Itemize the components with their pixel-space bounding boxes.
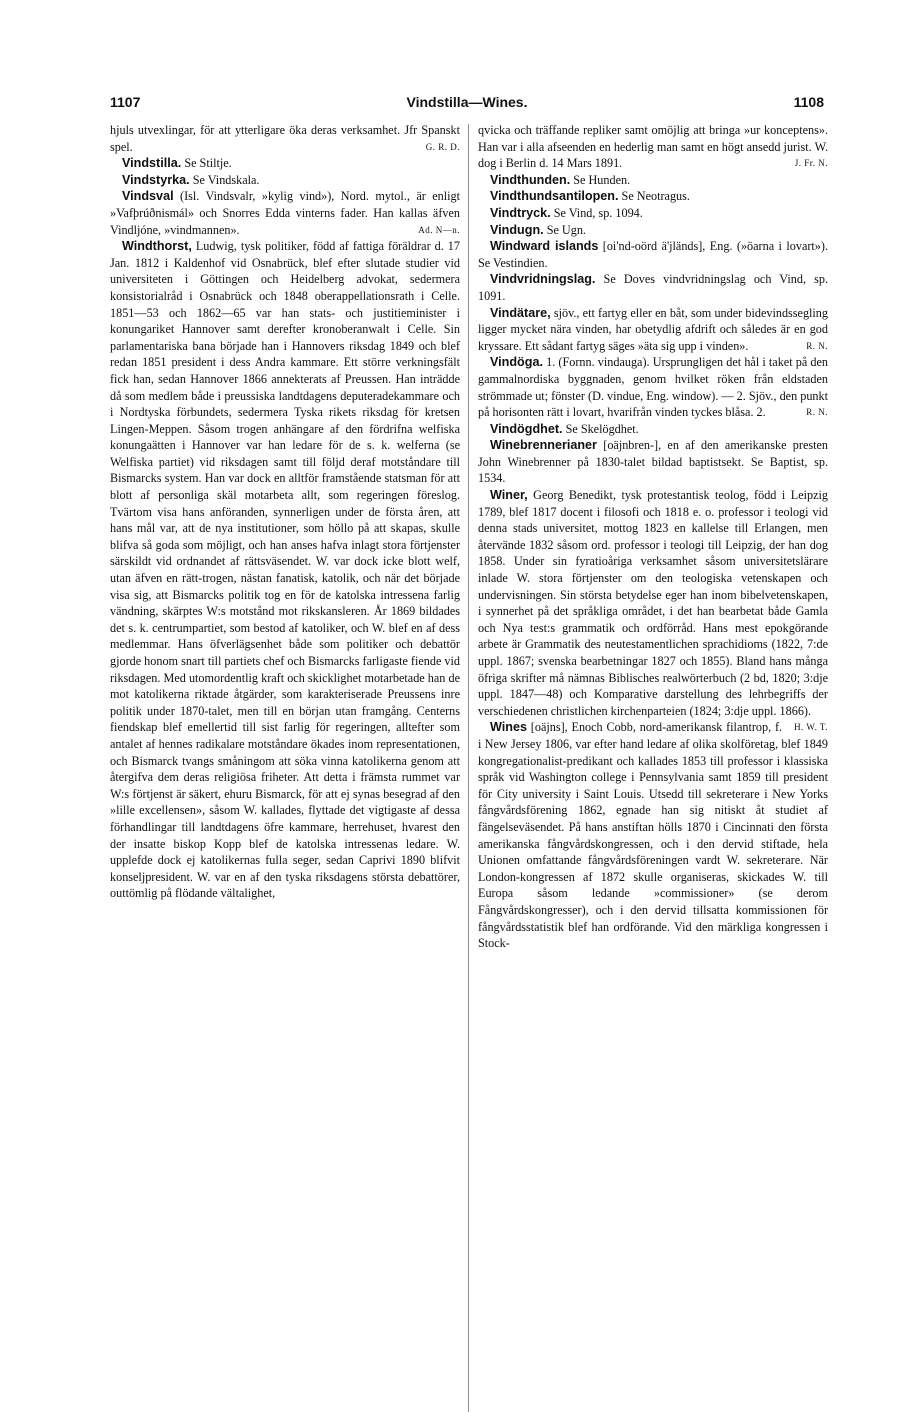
entry-headword: Vindsval — [122, 189, 174, 204]
entry-headword: Winer, — [490, 488, 528, 503]
left-column — [110, 122, 460, 902]
entry — [110, 188, 460, 238]
entry — [478, 205, 828, 222]
author-signature: R. N. — [806, 340, 828, 351]
entry — [478, 238, 828, 271]
entry-headword: Windthorst, — [122, 239, 192, 254]
entry-headword: Vindöga. — [490, 355, 543, 370]
entry — [478, 188, 828, 205]
entry-text: [oi'nd-oörd ä'jländs], Eng. (»öarna i lovart»). Se Vestindien. — [478, 239, 828, 270]
entry-text: [oäjnbren-], en af den amerikanske presten John Winebrenner på 1830-talet bildad baptistsekt. Se Baptist, sp. 1534. — [478, 438, 828, 486]
entry — [478, 271, 828, 304]
entry — [110, 155, 460, 172]
entry — [110, 238, 460, 902]
entry-text: sjöv., ett fartyg eller en båt, som under bidevindssegling ligger mycket nära vinden, har obetydlig afdrift och således är en god kryssare. Ett sådant fartyg säges »äta sig upp i vinden». — [478, 305, 828, 353]
author-signature: H. W. T. — [794, 722, 828, 733]
entry-headword: Vindthundsantilopen. — [490, 189, 619, 204]
entry-text: Se Vindskala. — [189, 172, 260, 187]
entry-text: Georg Benedikt, tysk protestantisk teolog, född i Leipzig 1789, blef 1817 docent i filosofi och 1818 e. o. professor i teologi vid denna stads universitet, mottog 1823 en kallelse till Erlangen, men återvände 1832 såsom ord. professor i teologi till Leipzig, der han dog 1858. Under sin fyratioåriga verksamhet såsom universitetslärare inlade W. stora förtjenster om den teologiska vetenskapen och undervisningen. Sin största betydelse eger han inom bibelvetenskapen, i synnerhet på det språkliga området, i det han bearbetat både Gamla och Nya test:s grammatik och ordförråd. Hans mest epokgörande arbete är Grammatik des neutestamentlichen sprachidioms (1822, 7:de uppl. 1867; svenska bearbetningar 1827 och 1855). Bland hans många öfriga skrifter må nämnas Biblisches realwörterbuch (2 bd, 1820; 3:dje uppl. 1847—48) och Komparative darstellung des lehrbegriffs der verschiedenen christlichen kirchenparteien (1824; 3:dje uppl. 1866). — [478, 488, 828, 718]
entry-text: Se Hunden. — [570, 172, 631, 187]
entry-headword: Vindstilla. — [122, 156, 182, 171]
entry-headword: Vindvridningslag. — [490, 272, 596, 287]
entry-text: Se Stiltje. — [181, 156, 232, 171]
entry-headword: Vindstyrka. — [122, 172, 190, 187]
entry-text: [oäjns], Enoch Cobb, nord-amerikansk filantrop, f. i New Jersey 1806, var efter hand ledare af olika skolföretag, blef 1849 kongregationalist-predikant och kallades 1853 till professor i klassiska språk vid Washington college i Pennsylvania samt 1859 till president för City university i Saint Louis. Utsedd till sekreterare i New Yorks fångvårdsförening 1862, egnade han sig nitiskt åt studiet af fängelseväsendet. På hans anstiftan hölls 1870 i Cincinnati den första amerikanska fångvårdskongressen, och i den dervid stiftade, hela Unionen omfattande fångvårdsföreningen vardt W. sekreterare. När London-kongressen af 1872 skulle organiseras, skickades W. till Europa såsom ledande »commissioner» (se derom Fångvårdskongresser), och i den dervid tillsatta kommissionen för fångvårdsstatistik blef han ordförande. Vid den märkliga kongressen i Stock- — [478, 720, 828, 951]
entry-headword: Windward islands — [490, 239, 599, 254]
entry-headword: Winebrennerianer — [490, 438, 597, 453]
entry-text: qvicka och träffande repliker samt omöjlig att bringa »ur konceptens». Han var i alla afseenden en hederlig man samt en högt ansedd jurist. W. dog i Berlin d. 14 Mars 1891. — [478, 123, 828, 171]
entry-text: hjuls utvexlingar, för att ytterligare öka deras verksamhet. Jfr Spanskt spel. — [110, 123, 460, 154]
author-signature: J. Fr. N. — [794, 158, 828, 169]
entry-headword: Vindugn. — [490, 222, 544, 237]
author-signature: Ad. N—n. — [418, 224, 460, 235]
entry-text: Ludwig, tysk politiker, född af fattiga föräldrar d. 17 Jan. 1812 i Kaldenhof vid Osnabrück, blef efter slutade studier vid universiteten i Göttingen och Heidelberg advokat, sedermera konsistorialråd i Osnabrück och 1848 oberappellationsrath i Celle. 1851—53 och 1862—65 var han stats- och justitieminister i konungariket Hannover samt derefter kronoberanwalt i Celle. Sin parlamentariska bana började han i Hannovers riksdag 1849 och blef redan 1851 president i dess Andra kammare. Ett större verkningsfält fick han, sedan Hannover 1866 annekterats af Preussen. Han inträdde då som medlem både i preussiska landtdagens deputeradekammare och i Nordtyska förbundets, sedermera Tyska rikets riksdag för kretsen Lingen-Meppen. Såsom trogen anhängare af den fördrifna welfiska konungaätten i Hannover var han ledare för de s. k. welferna (se Welfiska partiet) vid riksdagen samt till följd deraf motståndare till Bismarcks system. Han var dock en alltför framstående statsman för att blott af personliga skäl motarbeta allt, som regeringen föreslog. Tvärtom visa hans anföranden, synnerligen under de första åren, att hans mål var, att de nya institutioner, som höllo på att skapas, skulle blifva så goda som möjligt, och han anses hafva inlagt stora förtjenster särskildt vid ordnandet af rättsväsendet. W. var dock icke blott welf, utan äfven en rätt-trogen, nästan fanatisk, katolik, och när det började visa sig, att Bismarcks politik tog en för de katolska intressena farlig vändning, skärptes W:s motstånd mot rikskansleren. År 1869 bildades det s. k. centrumpartiet, som bestod af katoliker, och W. blef en af dess medlemmar. Hans öfverlägsenhet både som politiker och debattör gjorde honom snart till partiets chef och Bismarcks farligaste fiende vid riksdagen. Med utomordentlig kraft och skicklighet motarbetade han de mot katolikerna riktade åtgärder, som karakteriserade Preussens inre politik under 1870-talet, men till en början utan framgång. Centerns fiendskap blef emellertid till sist farlig för regeringen, alltefter som antalet af hennes radikalare motståndare ökades inom representationen, och Bismarck tvangs småningom att söka vinna katolikerna genom att återgifva dem deras religiösa friheter. Att detta i främsta rummet var W:s förtjenst är säkert, ehuru Bismarck, för att ej synas besegrad af den »lille excellensen», såsom W. kallades, flyttade det vigtigaste af dessa förhandlingar till landtdagens öfre kammare, herrehuset, hvarest den der insatte biskop Kopp blef de katolska intressenas ledare. W. upplefde dock ej katolikernas fulla seger, sedan Caprivi 1890 blifvit konseljpresident. W. var en af den tyska riksdagens största debattörer, outtömlig på flödande vältalighet, — [110, 239, 460, 901]
entry-headword: Vindthunden. — [490, 172, 571, 187]
running-title: Vindstilla—Wines. — [406, 94, 528, 110]
entry-text: Se Skelögdhet. — [562, 421, 639, 436]
entry — [478, 421, 828, 438]
entry-headword: Vindtryck. — [490, 205, 551, 220]
entry — [110, 122, 460, 155]
entry-text: Se Vind, sp. 1094. — [550, 205, 643, 220]
column-divider — [468, 124, 469, 1412]
entry — [478, 122, 828, 172]
entry-text: Se Neotragus. — [618, 189, 690, 204]
entry-headword: Vindätare, — [490, 305, 551, 320]
entry — [478, 719, 828, 951]
entry-headword: Wines — [490, 720, 527, 735]
entry-text: 1. (Fornn. vindauga). Ursprungligen det hål i taket på den gammalnordiska byggnaden, genom hvilket röken från eldstaden strömmade ut; fönster (D. vindue, Eng. window). — 2. Sjöv., den punkt på horisonten rätt i lovart, hvarifrån vinden tyckes blåsa. 2. — [478, 355, 828, 420]
entry — [478, 172, 828, 189]
entry — [478, 354, 828, 420]
entry-text: Se Ugn. — [543, 222, 586, 237]
entry — [110, 172, 460, 189]
page-number-left: 1107 — [110, 94, 141, 110]
author-signature: G. R. D. — [425, 141, 460, 152]
page-number-right: 1108 — [793, 94, 824, 110]
entry — [478, 305, 828, 355]
author-signature: R. N. — [806, 407, 828, 418]
entry-text: (Isl. Vindsvalr, »kylig vind»), Nord. mytol., är enligt »Vafþrúðnismál» och Snorres Edda vinterns fader. Han kallas äfven Vindljóne, »vindmannen». — [110, 189, 460, 237]
entry-headword: Vindögdhet. — [490, 421, 563, 436]
right-column — [478, 122, 828, 952]
entry — [478, 222, 828, 239]
page-header — [110, 94, 824, 114]
entry-text: Se Doves vindvridningslag och Vind, sp. 1091. — [478, 272, 828, 303]
entry — [478, 437, 828, 487]
